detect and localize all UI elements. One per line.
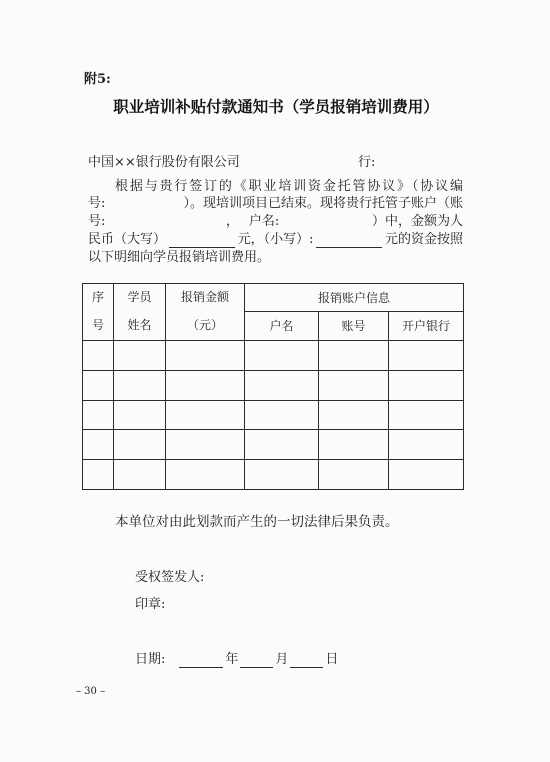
cell-amount [166, 370, 245, 400]
cell-account-name [245, 370, 319, 400]
body-line-3-text: ）中，金额为人 [371, 214, 463, 229]
account-name-header: 户名 [245, 312, 319, 341]
cell-seq [83, 400, 114, 430]
seq-header-line1: 序 [91, 290, 104, 304]
cell-student-name [114, 430, 166, 460]
attachment-label: 附5: [84, 72, 111, 87]
day-blank [290, 653, 323, 668]
account-number-blank [105, 216, 226, 230]
body-line-4-end: 元的资金按照 [385, 232, 464, 247]
cell-student-name [114, 370, 166, 400]
amount-header [166, 284, 245, 341]
table-body [83, 341, 464, 490]
cell-account-number [319, 341, 389, 371]
cell-seq [83, 430, 114, 460]
cell-amount [166, 460, 245, 490]
cell-bank [389, 341, 464, 371]
amount-header-line1: 报销金额 [180, 290, 229, 304]
amount-uppercase-blank [169, 233, 235, 248]
month-blank [240, 653, 273, 668]
account-name-label: 户名: [248, 214, 280, 229]
separator-space [239, 216, 249, 230]
recipient-bank-name: 中国××银行股份有限公司 [88, 155, 240, 170]
cell-account-number [319, 430, 389, 460]
comma-separator: ， [225, 214, 239, 229]
cell-amount [166, 341, 245, 371]
cell-account-number [319, 400, 389, 430]
cell-bank [389, 370, 464, 400]
cell-account-name [245, 430, 319, 460]
cell-bank [389, 430, 464, 460]
body-line-3 [88, 214, 463, 230]
table-row [83, 370, 464, 400]
month-label: 月 [275, 652, 289, 667]
body-line-1: 根据与贵行签订的《职业培训资金托管协议》（协议编 [115, 179, 463, 194]
cell-bank [389, 460, 464, 490]
amount-lowercase-label: 元，（小写）: [237, 232, 314, 247]
agreement-number-blank [105, 198, 183, 212]
recipient-branch-suffix: 行: [358, 155, 376, 170]
reimbursement-table [82, 283, 464, 490]
page-number: – 30 – [76, 686, 106, 697]
cell-amount [166, 430, 245, 460]
table-row [83, 400, 464, 430]
date-line [135, 652, 338, 668]
cell-student-name [114, 400, 166, 430]
cell-student-name [114, 460, 166, 490]
cell-bank [389, 400, 464, 430]
cell-account-number [319, 370, 389, 400]
student-name-header [114, 284, 166, 341]
cell-account-name [245, 341, 319, 371]
document-title: 职业培训补贴付款通知书（学员报销培训费用） [113, 97, 439, 116]
account-number-label: 号: [88, 214, 106, 229]
cell-seq [83, 460, 114, 490]
account-name-blank [279, 216, 372, 230]
agreement-number-label: 号: [88, 196, 106, 211]
body-line-2 [88, 196, 463, 212]
authorized-signatory-label: 受权签发人: [135, 570, 205, 585]
cell-seq [83, 370, 114, 400]
student-header-line2: 姓名 [127, 318, 152, 332]
amount-uppercase-label: 民币（大写） [88, 232, 167, 247]
table-header-row [83, 284, 464, 312]
year-label: 年 [225, 652, 239, 667]
cell-amount [166, 400, 245, 430]
table-row [83, 430, 464, 460]
student-header-line1: 学员 [127, 290, 152, 304]
date-label: 日期: [135, 652, 166, 667]
day-label: 日 [325, 652, 339, 667]
amount-lowercase-blank [316, 233, 382, 248]
body-line-2-text: ）。现培训项目已结束。现将贵行托管子账户（账 [183, 196, 463, 211]
cell-seq [83, 341, 114, 371]
seq-header-line2: 号 [91, 318, 104, 332]
cell-student-name [114, 341, 166, 371]
table-row [83, 460, 464, 490]
cell-account-name [245, 400, 319, 430]
amount-header-line2: （元） [186, 318, 223, 332]
body-line-4 [88, 232, 463, 248]
bank-header: 开户银行 [389, 312, 464, 341]
account-number-header: 账号 [319, 312, 389, 341]
cell-account-name [245, 460, 319, 490]
account-info-header: 报销账户信息 [245, 284, 464, 312]
cell-account-number [319, 460, 389, 490]
liability-statement: 本单位对由此划款而产生的一切法律后果负责。 [115, 514, 399, 530]
seq-header [83, 284, 114, 341]
body-line-5: 以下明细向学员报销培训费用。 [88, 250, 271, 265]
table-row [83, 341, 464, 371]
year-blank [179, 653, 223, 668]
seal-label: 印章: [135, 597, 166, 612]
